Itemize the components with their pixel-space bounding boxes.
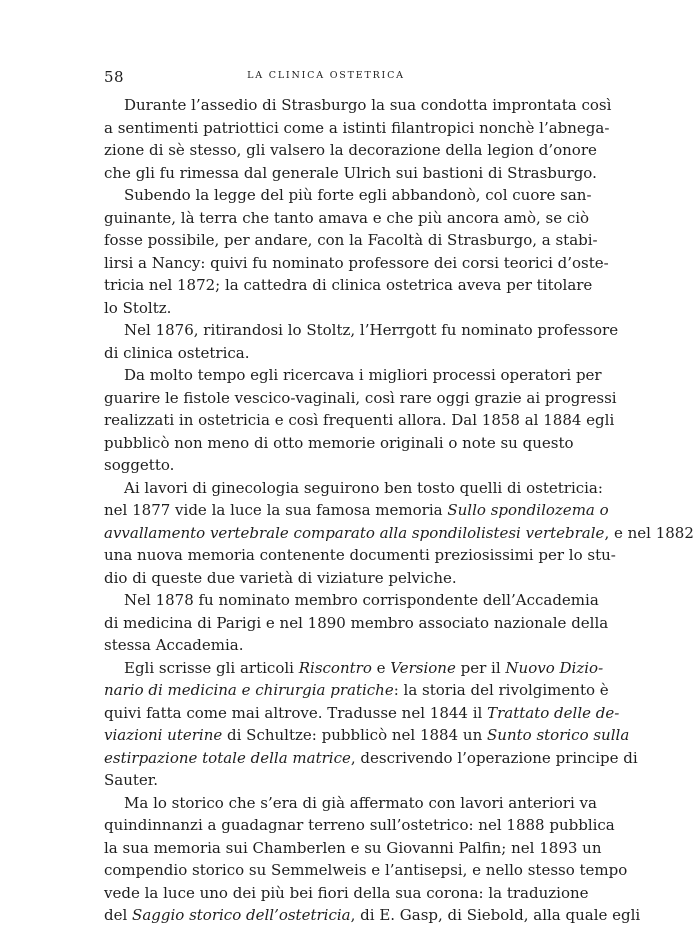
paragraph [104,589,609,657]
text-line: lo Stoltz. [104,298,172,317]
text-line: quivi fatta come mai altrove. Tradusse nel 1844 il Trattato delle de- [104,703,620,722]
text-line: lirsi a Nancy: quivi fu nominato professore dei corsi teorici d’oste- [104,253,609,272]
text-line: nario di medicina e chirurgia pratiche: la storia del rivolgimento è [104,681,609,699]
text-line: fosse possibile, per andare, con la Facoltà di Strasburgo, a stabi- [104,231,598,249]
text-line: Da molto tempo egli ricercava i migliori processi operatori per [124,366,602,384]
text-line: vede la luce uno dei più bei fiori della sua corona: la traduzione [104,883,589,902]
text-line: a sentimenti patriottici come a istinti filantropici nonchè l’abnega- [104,118,610,137]
text-line: Sauter. [104,771,159,789]
page-number: 58 [104,68,125,86]
text-line: dio di queste due varietà di viziature pelviche. [104,568,457,587]
paragraph [104,184,609,319]
body-text [104,94,694,927]
text-line: tricia nel 1872; la cattedra di clinica ostetrica aveva per titolare [104,276,593,294]
text-line: una nuova memoria contenente documenti preziosissimi per lo stu- [104,546,616,564]
text-line: che gli fu rimessa dal generale Ulrich sui bastioni di Strasburgo. [104,163,597,182]
paragraph [104,477,694,590]
text-line: la sua memoria sui Chamberlen e su Giovanni Palfin; nel 1893 un [104,838,602,857]
text-line: Nel 1878 fu nominato membro corrispondente dell’Accademia [124,591,599,609]
paragraph [104,657,638,792]
text-line: Egli scrisse gli articoli Riscontro e Versione per il Nuovo Dizio- [124,658,604,677]
paragraph [104,364,617,477]
paragraph [104,792,641,927]
text-line: di clinica ostetrica. [104,343,250,362]
text-line: guinante, là terra che tanto amava e che più ancora amò, se ciò [104,208,590,227]
text-line: realizzati in ostetricia e così frequenti allora. Dal 1858 al 1884 egli [104,411,615,429]
text-line: soggetto. [104,456,175,474]
text-line: stessa Accademia. [104,636,244,654]
text-line: pubblicò non meno di otto memorie originali o note su questo [104,433,574,452]
paragraph [104,94,612,184]
text-line: estirpazione totale della matrice, descrivendo l’operazione principe di [104,748,638,767]
text-line: avvallamento vertebrale comparato alla spondilolistesi vertebrale, e nel 1882 [104,523,694,542]
text-line: Nel 1876, ritirandosi lo Stoltz, l’Herrgott fu nominato professore [124,321,619,339]
text-line: Subendo la legge del più forte egli abbandonò, col cuore san- [124,186,592,204]
text-line: compendio storico su Semmelweis e l’antisepsi, e nello stesso tempo [104,861,628,879]
text-line: di medicina di Parigi e nel 1890 membro associato nazionale della [104,613,609,632]
text-line: nel 1877 vide la luce la sua famosa memoria Sullo spondilozema o [104,501,609,519]
text-line: Ma lo storico che s’era di già affermato con lavori anteriori va [124,793,597,812]
text-line: Ai lavori di ginecologia seguirono ben tosto quelli di ostetricia: [124,478,603,497]
text-line: guarire le fistole vescico-vaginali, così rare oggi grazie ai progressi [104,388,617,407]
text-line: viazioni uterine di Schultze: pubblicò nel 1884 un Sunto storico sulla [104,726,630,744]
text-line: Durante l’assedio di Strasburgo la sua condotta improntata così [124,96,612,114]
text-line: quindinnanzi a guadagnar terreno sull’ostetrico: nel 1888 pubblica [104,816,615,834]
text-line: zione di sè stesso, gli valsero la decorazione della legion d’onore [104,141,597,159]
paragraph [104,319,619,364]
running-title: LA CLINICA OSTETRICA [247,70,405,81]
running-head [104,68,548,88]
text-line: del Saggio storico dell’ostetricia, di E. Gasp, di Siebold, alla quale egli [104,906,641,924]
